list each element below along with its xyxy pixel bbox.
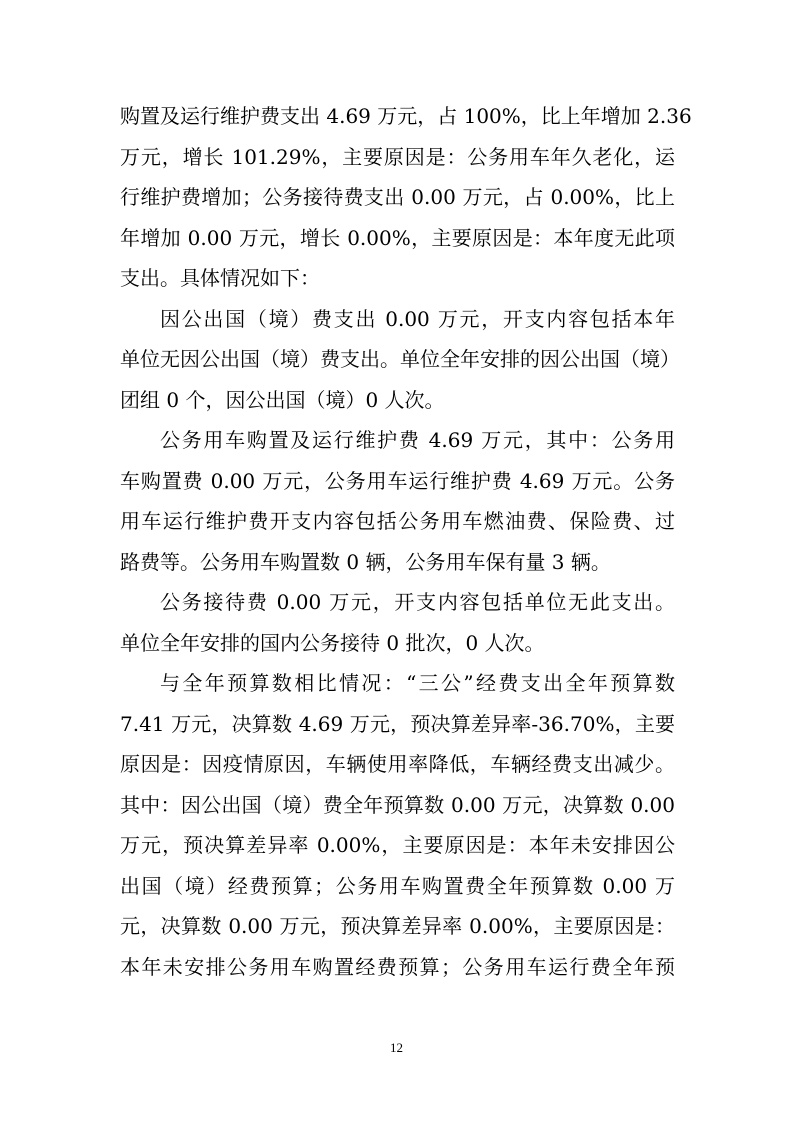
page-number: 12 [390, 1040, 403, 1055]
text-line: 7.41 万元，决算数 4.69 万元，预决算差异率-36.70%，主要 [120, 711, 675, 736]
text-line: 万元，预决算差异率 0.00%，主要原因是：本年未安排因公 [120, 833, 675, 857]
text-line: 与全年预算数相比情况：“三公”经费支出全年预算数 [160, 671, 675, 695]
text-line: 元，决算数 0.00 万元，预决算差异率 0.00%，主要原因是： [120, 914, 675, 938]
text-line: 本年未安排公务用车购置经费预算；公务用车运行费全年预 [120, 954, 675, 979]
text-line: 单位无因公出国（境）费支出。单位全年安排的因公出国（境） [120, 347, 680, 371]
text-line: 车购置费 0.00 万元，公务用车运行维护费 4.69 万元。公务 [120, 468, 675, 493]
text-line: 年增加 0.00 万元，增长 0.00%，主要原因是：本年度无此项 [120, 225, 675, 250]
text-line: 支出。具体情况如下： [120, 266, 320, 290]
text-line: 公务接待费 0.00 万元，开支内容包括单位无此支出。 [160, 590, 675, 614]
text-line: 路费等。公务用车购置数 0 辆，公务用车保有量 3 辆。 [120, 549, 611, 574]
text-line: 其中：因公出国（境）费全年预算数 0.00 万元，决算数 0.00 [120, 792, 675, 817]
body-text [120, 96, 692, 987]
text-line: 原因是：因疫情原因，车辆使用率降低，车辆经费支出减少。 [120, 752, 675, 776]
text-line: 公务用车购置及运行维护费 4.69 万元，其中：公务用 [160, 428, 675, 452]
text-line: 团组 0 个，因公出国（境）0 人次。 [120, 387, 445, 412]
text-line: 因公出国（境）费支出 0.00 万元，开支内容包括本年 [160, 306, 675, 331]
text-line: 购置及运行维护费支出 4.69 万元，占 100%，比上年增加 2.36 [120, 104, 692, 128]
text-line: 用车运行维护费开支内容包括公务用车燃油费、保险费、过 [120, 509, 675, 533]
text-line: 出国（境）经费预算；公务用车购置费全年预算数 0.00 万 [120, 873, 675, 898]
text-line: 万元，增长 101.29%，主要原因是：公务用车年久老化，运 [120, 144, 675, 169]
text-line: 单位全年安排的国内公务接待 0 批次，0 人次。 [120, 630, 545, 655]
text-line: 行维护费增加；公务接待费支出 0.00 万元，占 0.00%，比上 [120, 185, 675, 209]
